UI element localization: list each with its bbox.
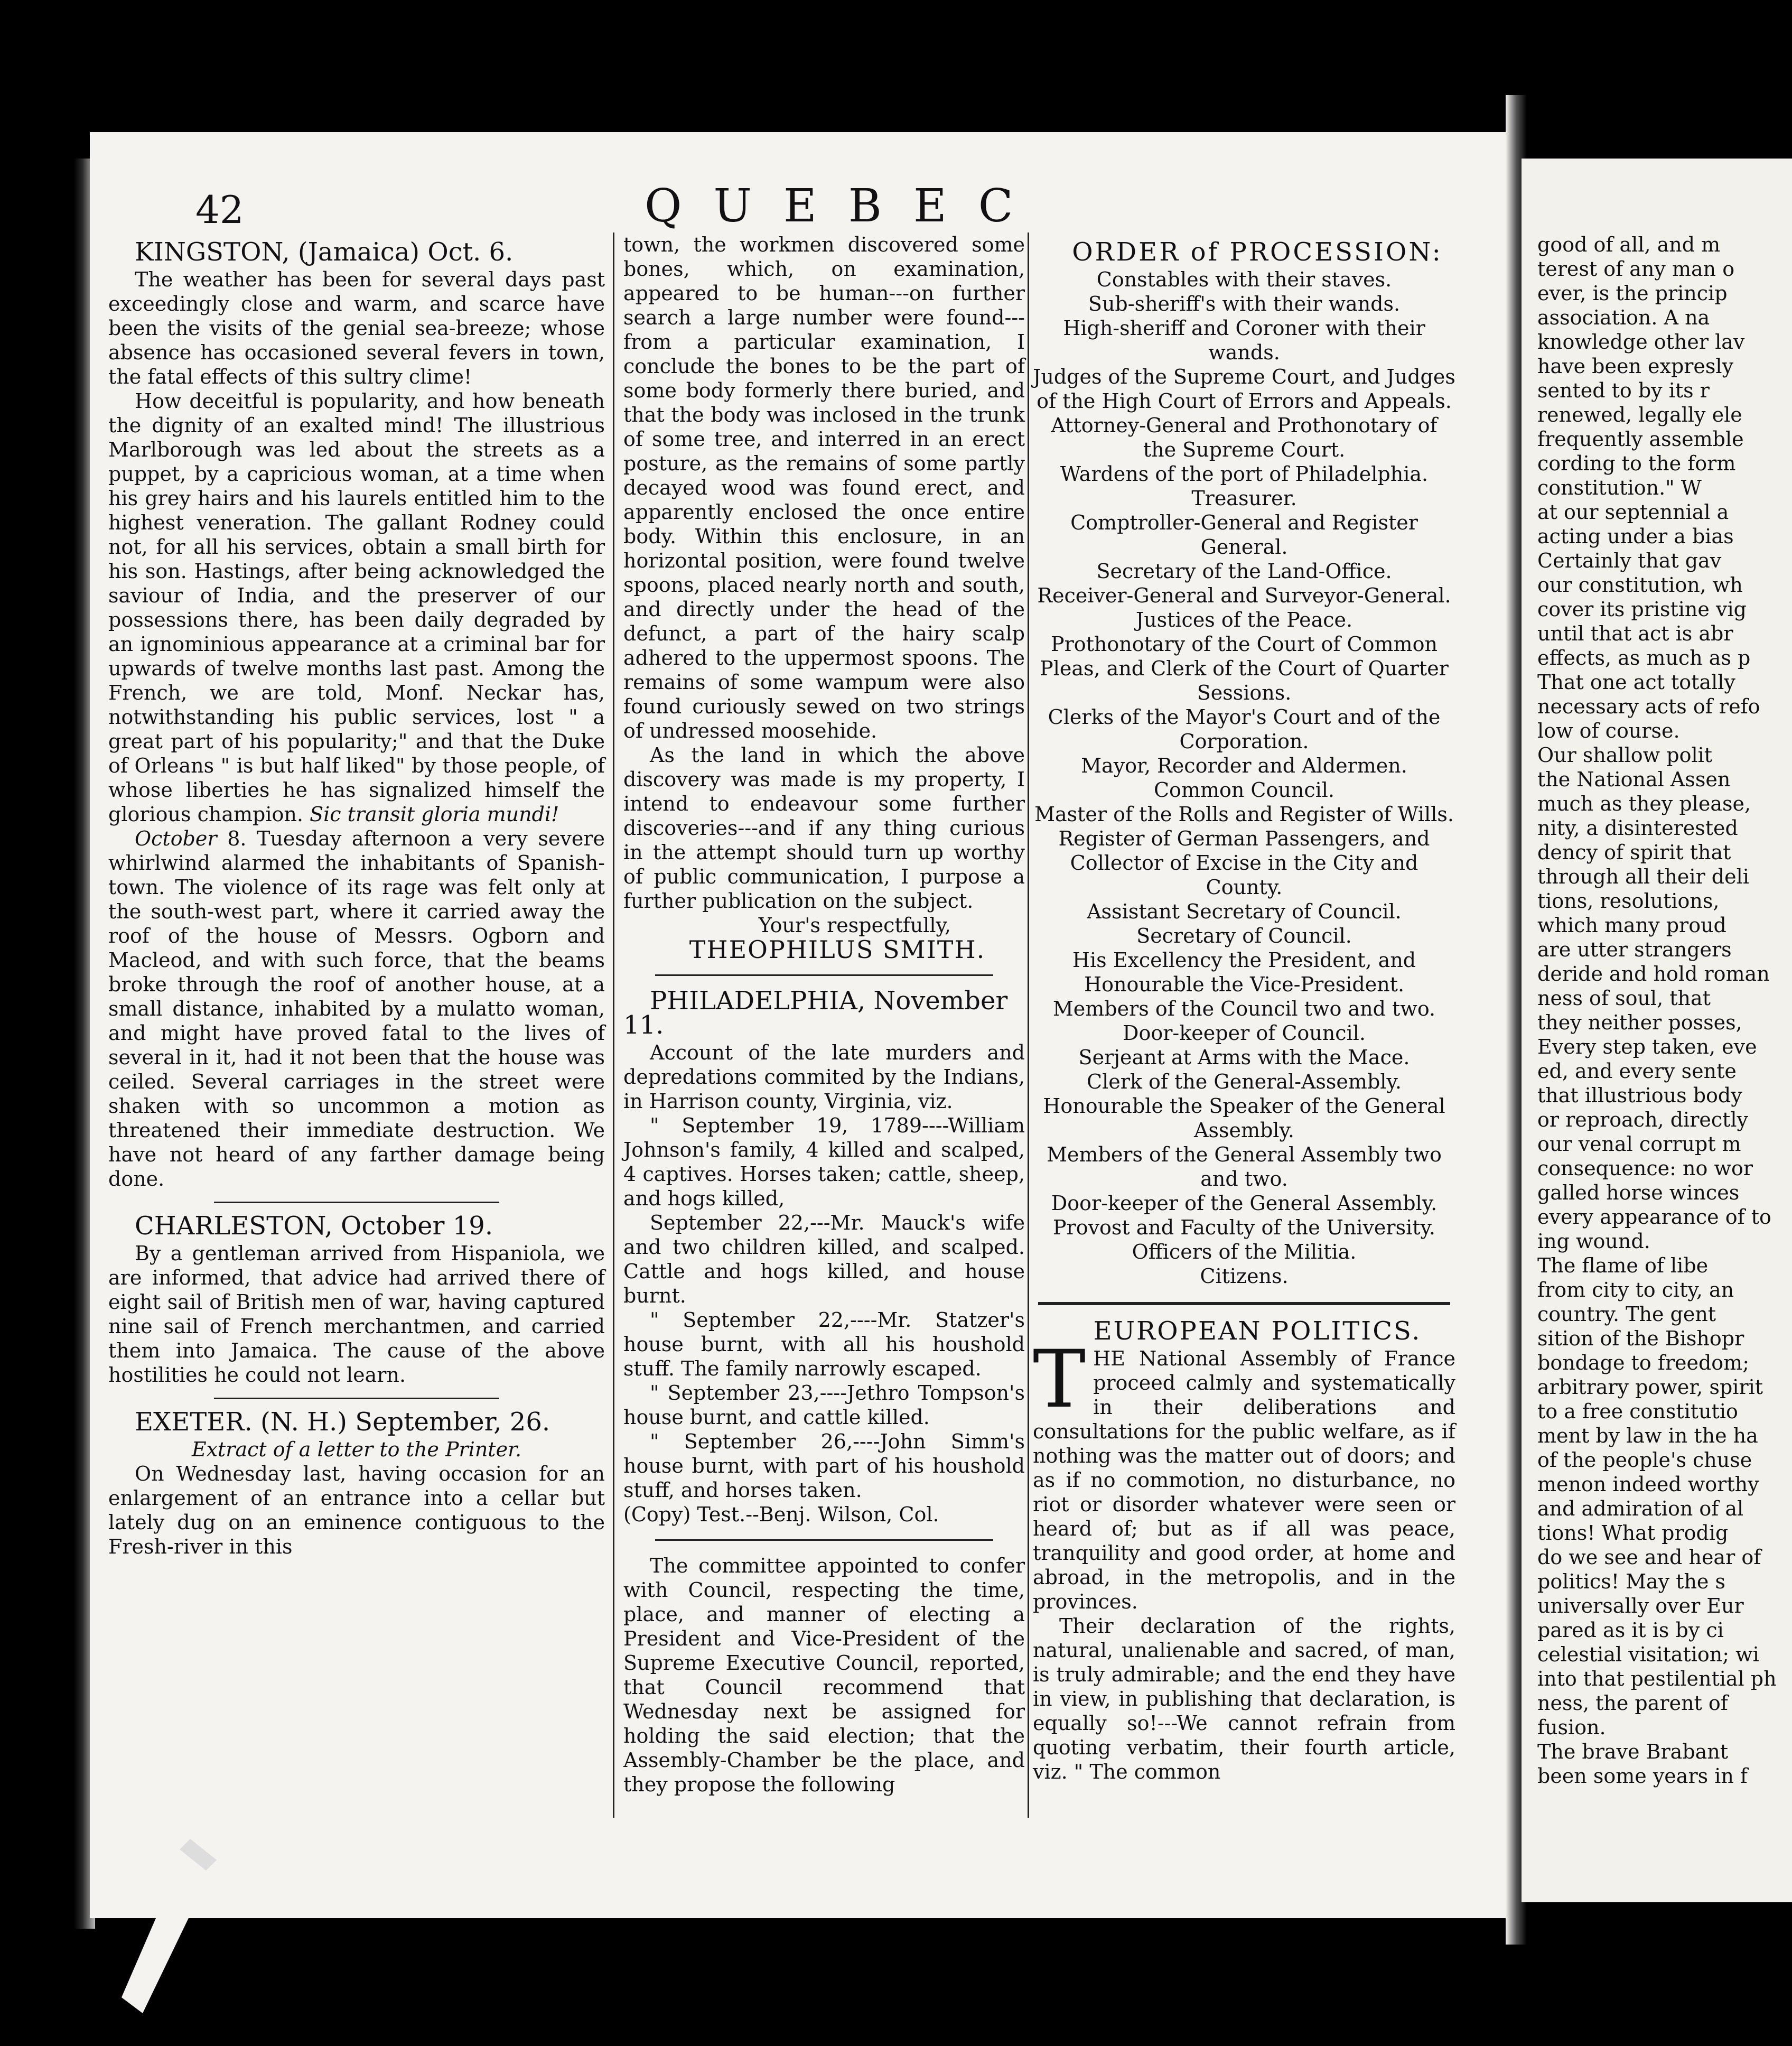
procession-item: Common Council. — [1153, 778, 1335, 802]
procession-item: Attorney-General and Prothonotary of the Supreme Court. — [1051, 414, 1438, 461]
european-paragraph-1: THE National Assembly of France proceed calmly and systematically in their deliberations and consultations for the public welfare, as if nothing was the matter out of doors; and as if no commotion, no disturbance, no riot or disorder whatever were seen or heard of; but as if all was peace, tranquility and good order, at home and abroad, in the metropolis, and in the provinces. — [1033, 1334, 1455, 1613]
fragment-line: been some years in f — [1537, 1764, 1748, 1788]
fragment-line: universally over Eur — [1537, 1594, 1744, 1617]
page-number: 42 — [195, 188, 244, 232]
column-rule-2 — [1028, 232, 1029, 1818]
fragment-line: to a free constitutio — [1537, 1400, 1738, 1423]
philadelphia-attestation: (Copy) Test.--Benj. Wilson, Col. — [623, 1503, 939, 1526]
procession-item: Mayor, Recorder and Aldermen. — [1081, 754, 1407, 777]
section-divider — [1038, 1302, 1450, 1305]
philadelphia-entry-2: September 22,---Mr. Mauck's wife and two children killed, and scalped. Cattle and hogs killed, and house burnt. — [623, 1211, 1025, 1307]
column-1 — [108, 232, 605, 1559]
committee-paragraph: The committee appointed to confer with Council, respecting the time, place, and manner of electing a President and Vice-President of the Supreme Executive Council, reported, that Council recommend that Wednesday next be assigned for holding the said election; that the Assembly-Chamber be the place, and they propose the following — [623, 1554, 1025, 1796]
fragment-line: terest of any man o — [1537, 257, 1735, 281]
kingston-paragraph-1: The weather has been for several days past exceedingly close and warm, and scarce have been the visits of the genial sea-breeze; whose absence has occasioned several fevers in town, the fatal effects of this sultry clime! — [108, 268, 605, 388]
fragment-line: at our septennial a — [1537, 500, 1729, 524]
page-clip-artifact — [111, 1839, 217, 2013]
procession-item: Members of the Council two and two. — [1052, 997, 1436, 1020]
procession-item: Master of the Rolls and Register of Wills. — [1034, 803, 1454, 826]
european-paragraph-2: Their declaration of the rights, natural, unalienable and sacred, of man, is truly admirable; and the end they have in view, in publishing that declaration, is equally so!---We cannot refrain from quoting verbatim, their fourth article, viz. " The common — [1033, 1614, 1455, 1783]
procession-item: Comptroller-General and Register General. — [1070, 511, 1418, 559]
column-rule-1 — [613, 232, 614, 1818]
procession-item: Treasurer. — [1191, 487, 1297, 510]
procession-item: Sub-sheriff's with their wands. — [1088, 292, 1401, 315]
column-2 — [623, 232, 1025, 1797]
fragment-line: dency of spirit that — [1537, 841, 1731, 864]
procession-heading: ORDER of PROCESSION: — [1072, 237, 1443, 267]
fragment-line: Certainly that gav — [1537, 549, 1722, 572]
procession-item: Clerk of the General-Assembly. — [1087, 1070, 1402, 1093]
facing-page-text — [1537, 232, 1791, 1788]
fragment-line: are utter strangers — [1537, 938, 1732, 961]
exeter-paragraph-1: On Wednesday last, having occasion for an enlargement of an entrance into a cellar but lately dug on an eminence contiguous to the Fresh-river in this — [108, 1462, 605, 1558]
fragment-line: tions! What prodig — [1537, 1521, 1729, 1545]
procession-item: Door-keeper of the General Assembly. — [1051, 1192, 1438, 1215]
fragment-line: cording to the form — [1537, 452, 1736, 475]
philadelphia-entry-4: " September 23,----Jethro Tompson's house burnt, and cattle killed. — [623, 1381, 1025, 1429]
fragment-line: menon indeed worthy — [1537, 1473, 1759, 1496]
kingston-paragraph-2: How deceitful is popularity, and how beneath the dignity of an exalted mind! The illustrious Marlborough was led about the streets as a puppet, by a capricious woman, at a time when his grey hairs and his laurels entitled him to the highest veneration. The gallant Rodney could not, for all his services, obtain a small birth for his son. Hastings, after being acknowledged the saviour of India, and the preserver of our possessions there, has been daily degraded by an ignominious appearance at a criminal bar for upwards of twelve months last past. Among the French, we are told, Monf. Neckar has, notwithstanding his public services, lost " a great part of his popularity;" and that the Duke of Orleans " is but half liked" by those people, of whose liberties he has signalized himself the glorious champion. Sic transit gloria mundi! — [108, 389, 605, 826]
fragment-line: That one act totally — [1537, 671, 1735, 694]
fragment-line: low of course. — [1537, 719, 1680, 742]
fragment-line: deride and hold roman — [1537, 962, 1770, 985]
procession-list — [1033, 267, 1455, 1288]
procession-item: Officers of the Militia. — [1132, 1240, 1357, 1263]
charleston-heading: CHARLESTON, October 19. — [135, 1211, 493, 1241]
fragment-line: galled horse winces — [1537, 1181, 1740, 1204]
fragment-line: celestial visitation; wi — [1537, 1643, 1759, 1666]
fragment-line: renewed, legally ele — [1537, 403, 1742, 426]
fragment-line: of the people's chuse — [1537, 1448, 1752, 1472]
procession-item: Secretary of the Land-Office. — [1096, 560, 1392, 583]
exeter-continued: town, the workmen discovered some bones, which, on examination, appeared to be human---on further search a large number were found---from a particular examination, I conclude the bones to be the part of some body formerly there buried, and that the body was inclosed in the trunk of some tree, and interred in an erect posture, as the remains of some partly decayed wood was found erect, and apparently enclosed the once entire body. Within this enclosure, in an horizontal position, were found twelve spoons, placed nearly north and south, and directly under the head of the defunct, a part of the hairy scalp adhered to the uppermost spoons. The remains of some wampum were also found curiously sewed on two strings of undressed moosehide. — [623, 233, 1025, 742]
letter-closing: Your's respectfully, — [758, 914, 951, 937]
procession-item: Door-keeper of Council. — [1123, 1021, 1366, 1045]
exeter-paragraph-2: As the land in which the above discovery was made is my property, I intend to endeavour some further discoveries---and if any thing curious in the attempt should turn up worthy of public communication, I purpose a further publication on the subject. — [623, 743, 1025, 913]
section-divider — [214, 1398, 499, 1399]
section-divider — [214, 1202, 499, 1203]
fragment-line: and admiration of al — [1537, 1497, 1744, 1520]
procession-item: Secretary of Council. — [1136, 924, 1352, 947]
philadelphia-entry-3: " September 22,----Mr. Statzer's house burnt, with all his houshold stuff. The family narrowly escaped. — [623, 1308, 1025, 1380]
procession-item: Clerks of the Mayor's Court and of the Corporation. — [1048, 705, 1441, 753]
philadelphia-entry-5: " September 26,----John Simm's house burnt, with part of his houshold stuff, and horses taken. — [623, 1430, 1025, 1502]
fragment-line: until that act is abr — [1537, 622, 1733, 645]
fragment-line: ment by law in the ha — [1537, 1424, 1758, 1447]
fragment-line: from city to city, an — [1537, 1278, 1734, 1301]
fragment-line: ever, is the princip — [1537, 282, 1728, 305]
fragment-line: nity, a disinterested — [1537, 816, 1738, 840]
procession-item: Judges of the Supreme Court, and Judges of the High Court of Errors and Appeals. — [1033, 365, 1455, 413]
fragment-line: politics! May the s — [1537, 1570, 1725, 1593]
procession-item: Citizens. — [1200, 1264, 1289, 1288]
fragment-line: knowledge other lav — [1537, 330, 1745, 354]
fragment-line: ness of soul, that — [1537, 987, 1711, 1010]
fragment-line: our constitution, wh — [1537, 573, 1743, 597]
fragment-line: fusion. — [1537, 1716, 1606, 1739]
letter-signature: THEOPHILUS SMITH. — [689, 935, 986, 964]
fragment-line: necessary acts of refo — [1537, 695, 1760, 718]
fragment-line: sition of the Bishopr — [1537, 1327, 1744, 1350]
philadelphia-intro: Account of the late murders and depredations commited by the Indians, in Harrison county, Virginia, viz. — [623, 1041, 1025, 1113]
fragment-line: which many proud — [1537, 914, 1726, 937]
fragment-line: the National Assen — [1537, 768, 1731, 791]
kingston-heading: KINGSTON, (Jamaica) Oct. 6. — [135, 237, 514, 267]
fragment-line: country. The gent — [1537, 1303, 1716, 1326]
procession-item: Receiver-General and Surveyor-General. — [1037, 584, 1451, 607]
fragment-line: pared as it is by ci — [1537, 1619, 1724, 1642]
fragment-line: cover its pristine vig — [1537, 598, 1747, 621]
fragment-line: constitution." W — [1537, 476, 1702, 499]
fragment-line: arbitrary power, spirit — [1537, 1375, 1763, 1399]
journal-title: QUEBEC — [645, 180, 1045, 232]
fragment-line: association. A na — [1537, 306, 1710, 329]
fragment-line: do we see and hear of — [1537, 1546, 1761, 1569]
fragment-line: have been expresly — [1537, 355, 1734, 378]
procession-item: Prothonotary of the Court of Common Pleas, and Clerk of the Court of Quarter Sessions. — [1040, 633, 1449, 704]
fragment-line: The flame of libe — [1537, 1254, 1709, 1277]
fragment-line: or reproach, directly — [1537, 1108, 1749, 1131]
kingston-paragraph-3: October 8. Tuesday afternoon a very severe whirlwind alarmed the inhabitants of Spanish-town. The violence of its rage was felt only at the south-west part, where it carried away the roof of the house of Messrs. Ogborn and Macleod, and with such force, that the beams broke through the roof of another house, at a small distance, inhabited by a mulatto woman, and might have proved fatal to the lives of several in it, had it not been that the house was ceiled. Several carriages in the street were shaken with so uncommon a motion as threatened their immediate destruction. We have not heard of any farther damage being done. — [108, 827, 605, 1191]
charleston-paragraph: By a gentleman arrived from Hispaniola, we are informed, that advice had arrived there of eight sail of British men of war, having captured nine sail of French merchantmen, and carried them into Jamaica. The cause of the above hostilities he could not learn. — [108, 1242, 605, 1387]
fragment-line: good of all, and m — [1537, 233, 1721, 256]
fragment-line: they neither posses, — [1537, 1011, 1742, 1034]
procession-item: His Excellency the President, and Honourable the Vice-President. — [1072, 948, 1416, 996]
philadelphia-entry-1: " September 19, 1789----William Johnson's family, 4 killed and scalped, 4 captives. Horses taken; cattle, sheep, and hogs killed, — [623, 1114, 1025, 1210]
procession-item: Assistant Secretary of Council. — [1087, 900, 1402, 923]
fragment-line: consequence: no wor — [1537, 1157, 1753, 1180]
fragment-line: ing wound. — [1537, 1230, 1650, 1253]
procession-item: Serjeant at Arms with the Mace. — [1078, 1046, 1410, 1069]
exeter-subheading: Extract of a letter to the Printer. — [191, 1438, 522, 1461]
procession-item: Honourable the Speaker of the General Assembly. — [1043, 1094, 1445, 1142]
running-head — [90, 169, 1516, 232]
fragment-line: bondage to freedom; — [1537, 1351, 1750, 1374]
procession-item: Constables with their staves. — [1096, 268, 1392, 291]
fragment-line: our venal corrupt m — [1537, 1132, 1741, 1156]
fragment-line: much as they please, — [1537, 792, 1751, 815]
fragment-line: Every step taken, eve — [1537, 1035, 1757, 1058]
procession-item: Members of the General Assembly two and two. — [1047, 1143, 1442, 1191]
procession-item: Provost and Faculty of the University. — [1052, 1216, 1436, 1239]
philadelphia-heading: PHILADELPHIA, November 11. — [623, 986, 1008, 1040]
procession-item: High-sheriff and Coroner with their wands. — [1063, 317, 1425, 364]
fragment-line: every appearance of to — [1537, 1205, 1771, 1229]
section-divider — [655, 974, 993, 976]
fragment-line: ness, the parent of — [1537, 1691, 1728, 1715]
fragment-line: tions, resolutions, — [1537, 889, 1720, 913]
procession-item: Justices of the Peace. — [1135, 608, 1353, 631]
european-politics-heading: EUROPEAN POLITICS. — [1093, 1316, 1422, 1346]
drop-cap: T — [1033, 1334, 1086, 1426]
fragment-line: acting under a bias — [1537, 525, 1734, 548]
fragment-line: Our shallow polit — [1537, 743, 1713, 767]
exeter-heading: EXETER. (N. H.) September, 26. — [135, 1407, 550, 1437]
fragment-line: through all their deli — [1537, 865, 1749, 888]
fragment-line: sented to by its r — [1537, 379, 1710, 402]
fragment-line: frequently assemble — [1537, 427, 1744, 451]
fragment-line: effects, as much as p — [1537, 646, 1751, 669]
fragment-line: ed, and every sente — [1537, 1059, 1737, 1083]
column-3 — [1033, 232, 1455, 1784]
fragment-line: that illustrious body — [1537, 1084, 1742, 1107]
procession-item: Wardens of the port of Philadelphia. — [1060, 462, 1429, 486]
latin-phrase: Sic transit gloria mundi! — [310, 803, 559, 826]
fragment-line: The brave Brabant — [1537, 1740, 1729, 1763]
section-divider — [655, 1539, 993, 1541]
procession-item: Register of German Passengers, and Collector of Excise in the City and County. — [1058, 827, 1430, 899]
fragment-line: into that pestilential ph — [1537, 1667, 1777, 1690]
